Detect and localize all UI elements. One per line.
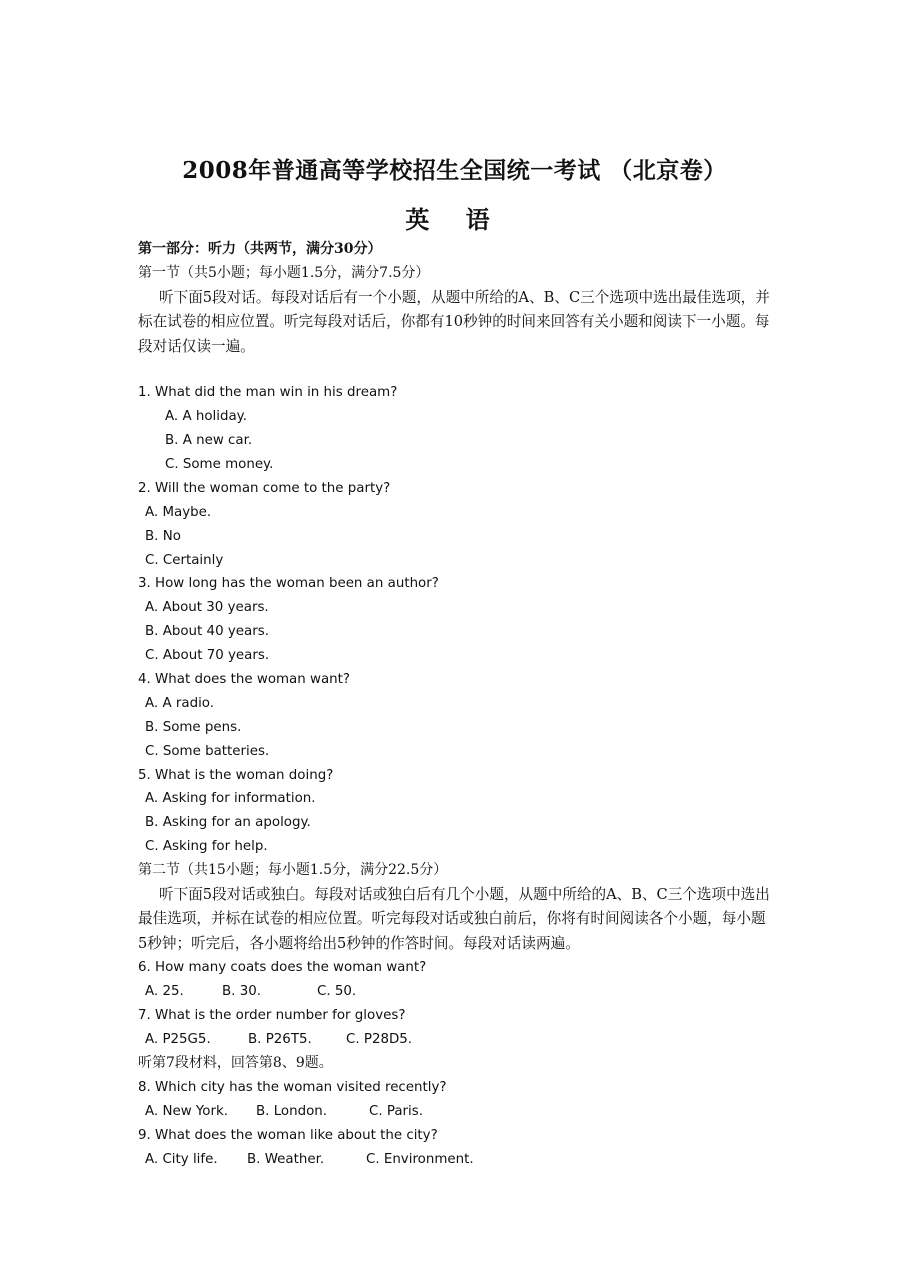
q6-option-a: A. 25.	[145, 984, 184, 1000]
q1-option-c: C. Some money.	[165, 456, 274, 472]
question-3: 3. How long has the woman been an author?	[138, 576, 439, 592]
exam-content	[138, 238, 778, 1172]
part1-heading: 第一部分：听力（共两节，满分30分）	[138, 241, 382, 257]
q3-option-b: B. About 40 years.	[145, 624, 269, 640]
material-7-note: 听第7段材料，回答第8、9题。	[138, 1055, 333, 1072]
q5-option-c: C. Asking for help.	[145, 839, 268, 855]
question-9: 9. What does the woman like about the city?	[138, 1127, 438, 1143]
q4-option-c: C. Some batteries.	[145, 743, 270, 759]
q2-option-a: A. Maybe.	[145, 504, 212, 520]
q5-option-a: A. Asking for information.	[145, 791, 316, 807]
q3-option-a: A. About 30 years.	[145, 600, 269, 616]
spacer	[138, 359, 778, 381]
section1-instructions: 听下面5段对话。每段对话后有一个小题，从题中所给的A、B、C三个选项中选出最佳选项，并标在试卷的相应位置。听完每段对话后，你都有10秒钟的时间来回答有关小题和阅读下一小题。每段对话仅读一遍。	[138, 288, 770, 355]
q6-option-c: C. 50.	[317, 984, 357, 1000]
section1-heading: 第一节（共5小题；每小题1.5分，满分7.5分）	[138, 264, 430, 281]
q8-option-b: B. London.	[256, 1103, 328, 1119]
q8-option-c: C. Paris.	[369, 1103, 424, 1119]
q5-option-b: B. Asking for an apology.	[145, 815, 311, 831]
question-5: 5. What is the woman doing?	[138, 767, 334, 783]
q1-option-b: B. A new car.	[165, 433, 253, 449]
q4-option-a: A. A radio.	[145, 695, 214, 711]
question-2: 2. Will the woman come to the party?	[138, 480, 391, 496]
question-8: 8. Which city has the woman visited recently?	[138, 1079, 447, 1095]
q6-option-b: B. 30.	[222, 984, 261, 1000]
q9-options	[138, 1148, 778, 1172]
q9-option-b: B. Weather.	[247, 1151, 325, 1167]
q2-option-b: B. No	[145, 528, 181, 544]
q7-option-b: B. P26T5.	[248, 1032, 312, 1048]
q9-option-c: C. Environment.	[366, 1151, 474, 1167]
q4-option-b: B. Some pens.	[145, 719, 242, 735]
q6-options	[138, 980, 778, 1004]
question-6: 6. How many coats does the woman want?	[138, 960, 427, 976]
question-7: 7. What is the order number for gloves?	[138, 1008, 406, 1024]
q7-option-c: C. P28D5.	[346, 1032, 413, 1048]
q8-option-a: A. New York.	[145, 1103, 229, 1119]
q9-option-a: A. City life.	[145, 1151, 218, 1167]
subject-title: 英 语	[405, 205, 504, 234]
q8-options	[138, 1100, 778, 1124]
section2-heading: 第二节（共15小题；每小题1.5分，满分22.5分）	[138, 862, 448, 879]
q1-option-a: A. A holiday.	[165, 409, 247, 425]
q7-option-a: A. P25G5.	[145, 1032, 211, 1048]
q7-options	[138, 1028, 778, 1052]
q2-option-c: C. Certainly	[145, 552, 224, 568]
section2-instructions: 听下面5段对话或独白。每段对话或独白后有几个小题，从题中所给的A、B、C三个选项中选出最佳选项，并标在试卷的相应位置。听完每段对话或独白前后，你将有时间阅读各个小题，每小题5秒钟；听完后，各小题将给出5秒钟的作答时间。每段对话读两遍。	[138, 885, 770, 952]
question-1: 1. What did the man win in his dream?	[138, 385, 398, 401]
question-4: 4. What does the woman want?	[138, 671, 351, 687]
q3-option-c: C. About 70 years.	[145, 648, 270, 664]
exam-title: 2008年普通高等学校招生全国统一考试 （北京卷）	[182, 157, 727, 184]
